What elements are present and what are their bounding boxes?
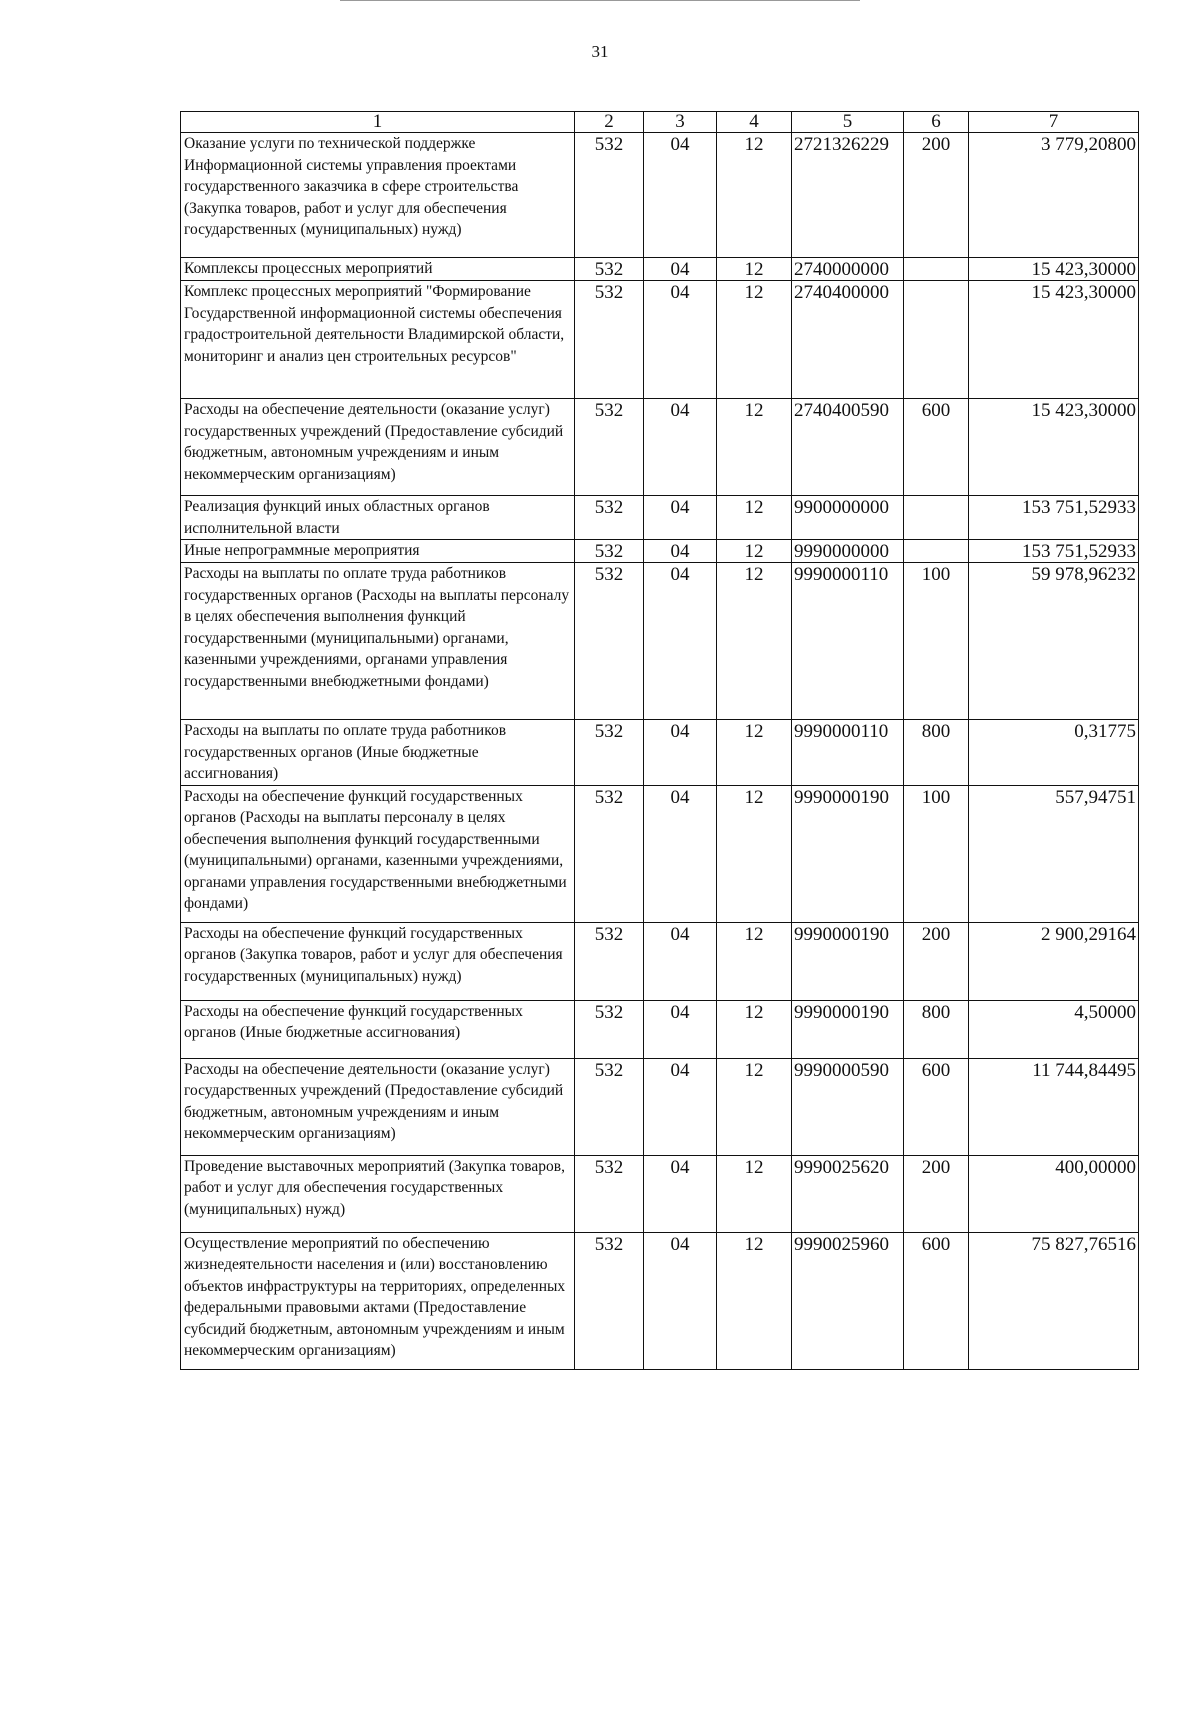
ministry-code: 532 — [575, 1058, 644, 1155]
amount-value: 2 900,29164 — [969, 922, 1139, 1000]
expense-type-code: 100 — [904, 563, 969, 720]
amount-value: 153 751,52933 — [969, 540, 1139, 563]
table-row — [181, 1232, 1139, 1369]
target-article-code: 2740000000 — [792, 258, 904, 281]
section-code: 04 — [644, 1058, 717, 1155]
amount-value: 15 423,30000 — [969, 281, 1139, 399]
amount-value: 15 423,30000 — [969, 258, 1139, 281]
table-row — [181, 922, 1139, 1000]
subsection-code: 12 — [717, 563, 792, 720]
subsection-code: 12 — [717, 1232, 792, 1369]
target-article-code: 9990000110 — [792, 720, 904, 786]
expense-type-code — [904, 540, 969, 563]
ministry-code: 532 — [575, 1000, 644, 1058]
expense-type-code: 200 — [904, 1155, 969, 1232]
ministry-code: 532 — [575, 540, 644, 563]
scan-edge-line — [340, 0, 860, 1]
ministry-code: 532 — [575, 281, 644, 399]
expense-type-code: 600 — [904, 1232, 969, 1369]
row-description: Расходы на обеспечение функций государственных органов (Закупка товаров, работ и услуг для обеспечения государственных (муниципальных) нужд) — [181, 922, 575, 1000]
section-code: 04 — [644, 1232, 717, 1369]
amount-value: 400,00000 — [969, 1155, 1139, 1232]
expense-type-code: 600 — [904, 1058, 969, 1155]
header-row — [181, 112, 1139, 133]
header-cell-4: 4 — [717, 112, 792, 133]
ministry-code: 532 — [575, 563, 644, 720]
section-code: 04 — [644, 540, 717, 563]
target-article-code: 9990025960 — [792, 1232, 904, 1369]
ministry-code: 532 — [575, 785, 644, 922]
subsection-code: 12 — [717, 496, 792, 540]
ministry-code: 532 — [575, 399, 644, 496]
section-code: 04 — [644, 281, 717, 399]
section-code: 04 — [644, 258, 717, 281]
row-description: Осуществление мероприятий по обеспечению жизнедеятельности населения и (или) восстановлению объектов инфраструктуры на территориях, определенных федеральными правовыми актами (Предоставление субсидий бюджетным, автономным учреждениям и иным некоммерческим организациям) — [181, 1232, 575, 1369]
row-description: Расходы на обеспечение функций государственных органов (Расходы на выплаты персоналу в целях обеспечения выполнения функций государственными (муниципальными) органами, казенными учреждениями, органами управления государственными внебюджетными фондами) — [181, 785, 575, 922]
table-row — [181, 1155, 1139, 1232]
expense-type-code — [904, 281, 969, 399]
table-body — [181, 133, 1139, 1370]
amount-value: 153 751,52933 — [969, 496, 1139, 540]
subsection-code: 12 — [717, 399, 792, 496]
row-description: Комплекс процессных мероприятий "Формирование Государственной информационной системы обеспечения градостроительной деятельности Владимирской области, мониторинг и анализ цен строительных ресурсов" — [181, 281, 575, 399]
row-description: Расходы на выплаты по оплате труда работников государственных органов (Расходы на выплаты персоналу в целях обеспечения выполнения функций государственными (муниципальными) органами, казенными учреждениями, органами управления государственными внебюджетными фондами) — [181, 563, 575, 720]
subsection-code: 12 — [717, 785, 792, 922]
target-article-code: 9990000000 — [792, 540, 904, 563]
expense-type-code: 200 — [904, 922, 969, 1000]
row-description: Реализация функций иных областных органов исполнительной власти — [181, 496, 575, 540]
amount-value: 4,50000 — [969, 1000, 1139, 1058]
subsection-code: 12 — [717, 1058, 792, 1155]
section-code: 04 — [644, 1155, 717, 1232]
target-article-code: 2721326229 — [792, 133, 904, 258]
header-cell-6: 6 — [904, 112, 969, 133]
table-row — [181, 133, 1139, 258]
section-code: 04 — [644, 1000, 717, 1058]
target-article-code: 9990000190 — [792, 785, 904, 922]
section-code: 04 — [644, 133, 717, 258]
table-row — [181, 1000, 1139, 1058]
ministry-code: 532 — [575, 133, 644, 258]
expense-type-code — [904, 496, 969, 540]
header-cell-1: 1 — [181, 112, 575, 133]
target-article-code: 9990000110 — [792, 563, 904, 720]
section-code: 04 — [644, 496, 717, 540]
table-row — [181, 258, 1139, 281]
table-row — [181, 785, 1139, 922]
expense-type-code: 800 — [904, 1000, 969, 1058]
subsection-code: 12 — [717, 922, 792, 1000]
table-row — [181, 399, 1139, 496]
ministry-code: 532 — [575, 496, 644, 540]
table-row — [181, 1058, 1139, 1155]
target-article-code: 2740400590 — [792, 399, 904, 496]
table-row — [181, 496, 1139, 540]
target-article-code: 9990000190 — [792, 1000, 904, 1058]
target-article-code: 9990000190 — [792, 922, 904, 1000]
target-article-code: 9990000590 — [792, 1058, 904, 1155]
ministry-code: 532 — [575, 922, 644, 1000]
subsection-code: 12 — [717, 540, 792, 563]
header-cell-5: 5 — [792, 112, 904, 133]
subsection-code: 12 — [717, 1155, 792, 1232]
row-description: Иные непрограммные мероприятия — [181, 540, 575, 563]
amount-value: 3 779,20800 — [969, 133, 1139, 258]
expense-type-code: 800 — [904, 720, 969, 786]
row-description: Расходы на выплаты по оплате труда работников государственных органов (Иные бюджетные ассигнования) — [181, 720, 575, 786]
ministry-code: 532 — [575, 720, 644, 786]
table-row — [181, 281, 1139, 399]
target-article-code: 2740400000 — [792, 281, 904, 399]
expense-type-code: 200 — [904, 133, 969, 258]
ministry-code: 532 — [575, 1155, 644, 1232]
amount-value: 0,31775 — [969, 720, 1139, 786]
header-cell-2: 2 — [575, 112, 644, 133]
expense-type-code — [904, 258, 969, 281]
section-code: 04 — [644, 922, 717, 1000]
target-article-code: 9900000000 — [792, 496, 904, 540]
row-description: Оказание услуги по технической поддержке Информационной системы управления проектами государственного заказчика в сфере строительства (Закупка товаров, работ и услуг для обеспечения государственных (муниципальных) нужд) — [181, 133, 575, 258]
section-code: 04 — [644, 785, 717, 922]
amount-value: 15 423,30000 — [969, 399, 1139, 496]
expense-type-code: 600 — [904, 399, 969, 496]
header-cell-7: 7 — [969, 112, 1139, 133]
expense-type-code: 100 — [904, 785, 969, 922]
subsection-code: 12 — [717, 258, 792, 281]
amount-value: 75 827,76516 — [969, 1232, 1139, 1369]
subsection-code: 12 — [717, 281, 792, 399]
ministry-code: 532 — [575, 258, 644, 281]
section-code: 04 — [644, 399, 717, 496]
page-number: 31 — [591, 42, 609, 61]
row-description: Проведение выставочных мероприятий (Закупка товаров, работ и услуг для обеспечения государственных (муниципальных) нужд) — [181, 1155, 575, 1232]
table-row — [181, 563, 1139, 720]
table-row — [181, 720, 1139, 786]
budget-table-container — [180, 111, 1139, 1370]
ministry-code: 532 — [575, 1232, 644, 1369]
amount-value: 11 744,84495 — [969, 1058, 1139, 1155]
budget-table — [180, 111, 1139, 1370]
subsection-code: 12 — [717, 1000, 792, 1058]
row-description: Расходы на обеспечение деятельности (оказание услуг) государственных учреждений (Предоставление субсидий бюджетным, автономным учреждениям и иным некоммерческим организациям) — [181, 1058, 575, 1155]
section-code: 04 — [644, 563, 717, 720]
row-description: Расходы на обеспечение функций государственных органов (Иные бюджетные ассигнования) — [181, 1000, 575, 1058]
header-cell-3: 3 — [644, 112, 717, 133]
amount-value: 59 978,96232 — [969, 563, 1139, 720]
table-row — [181, 540, 1139, 563]
row-description: Комплексы процессных мероприятий — [181, 258, 575, 281]
section-code: 04 — [644, 720, 717, 786]
amount-value: 557,94751 — [969, 785, 1139, 922]
row-description: Расходы на обеспечение деятельности (оказание услуг) государственных учреждений (Предоставление субсидий бюджетным, автономным учреждениям и иным некоммерческим организациям) — [181, 399, 575, 496]
subsection-code: 12 — [717, 720, 792, 786]
subsection-code: 12 — [717, 133, 792, 258]
target-article-code: 9990025620 — [792, 1155, 904, 1232]
